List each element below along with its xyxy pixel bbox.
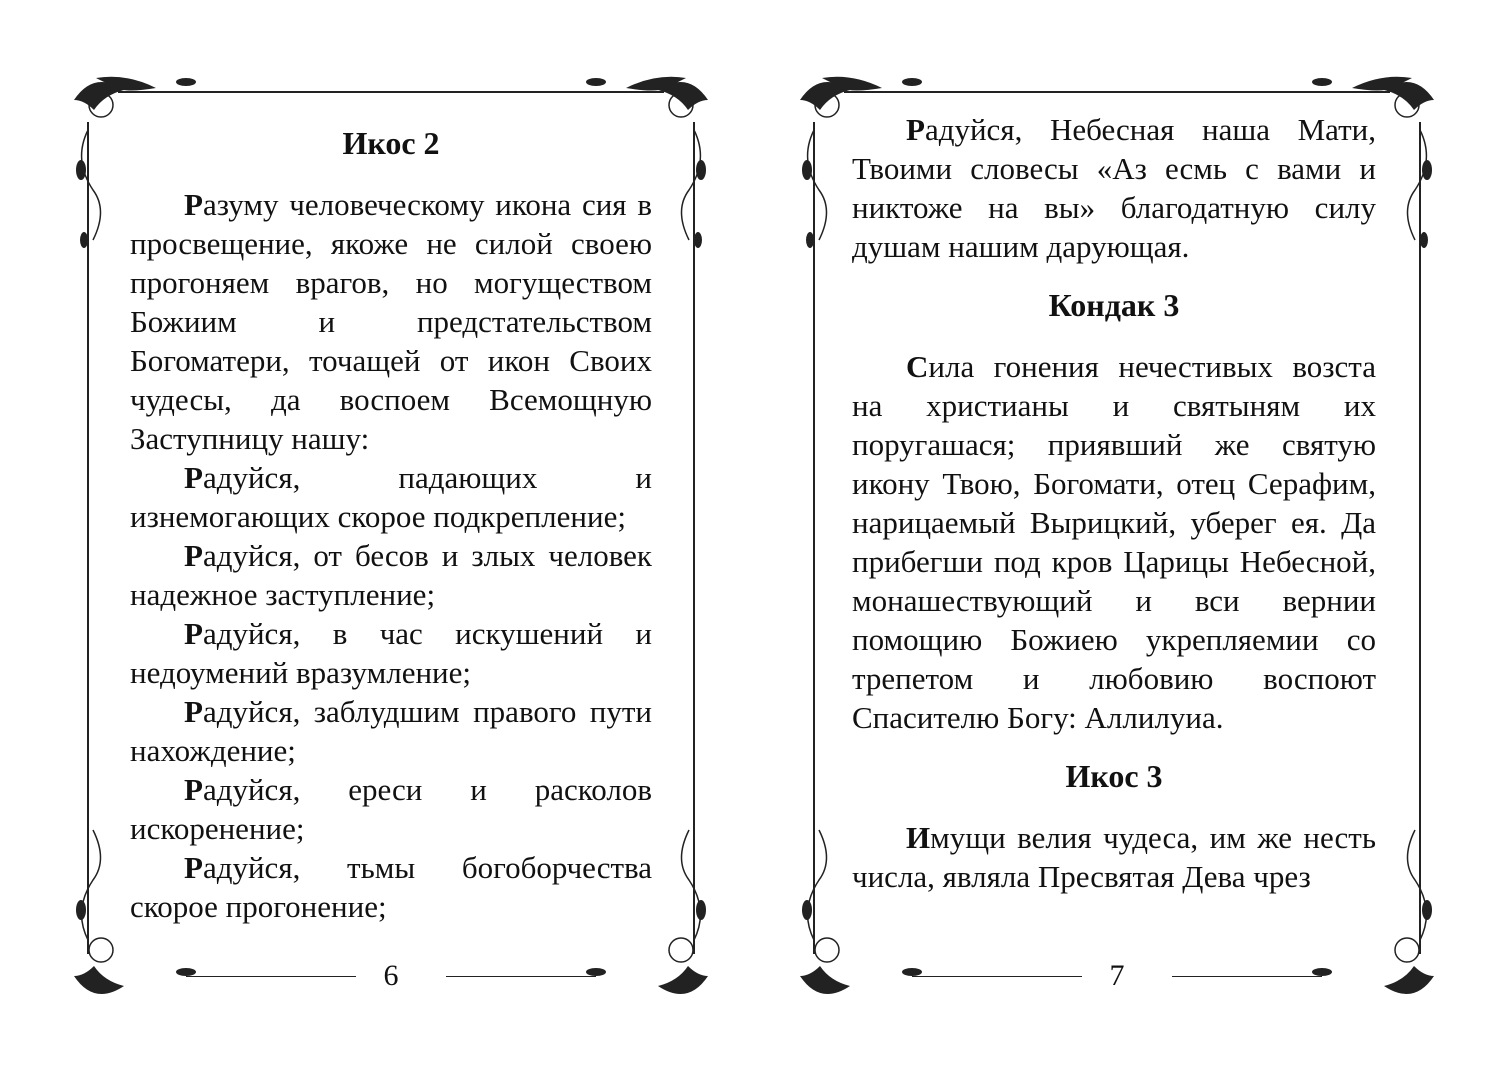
line-text: адуйся, падающих и изнемогающих скорое подкрепление; bbox=[130, 460, 652, 534]
line-text: адуйся, ереси и расколов искоренение; bbox=[130, 772, 652, 846]
ikos-2-paragraph bbox=[130, 185, 652, 458]
initial-letter: Р bbox=[184, 772, 203, 807]
right-page-content bbox=[852, 110, 1376, 896]
initial-letter: Р bbox=[184, 460, 203, 495]
heading-ikos-2: Икос 2 bbox=[342, 125, 440, 161]
initial-letter: Р bbox=[184, 616, 203, 651]
line-text: адуйся, заблудшим правого пути нахождение; bbox=[130, 694, 652, 768]
initial-letter: Р bbox=[184, 694, 203, 729]
paragraph-text: мущи велия чудеса, им же несть числа, являла Пресвятая Дева чрез bbox=[852, 820, 1376, 894]
initial-letter: Р bbox=[184, 187, 203, 222]
ikos-3-paragraph bbox=[852, 818, 1376, 896]
kondak-3-paragraph bbox=[852, 347, 1376, 737]
raduysya-line bbox=[130, 536, 652, 614]
page-footer bbox=[66, 958, 716, 998]
line-text: адуйся, тьмы богоборчества скорое прогонение; bbox=[130, 850, 652, 924]
initial-letter: Р bbox=[184, 850, 203, 885]
raduysya-line bbox=[130, 458, 652, 536]
line-text: адуйся, от бесов и злых человек надежное заступление; bbox=[130, 538, 652, 612]
paragraph-text: адуйся, Небесная наша Мати, Твоими словесы «Аз есмь с вами и никтоже на вы» благодатную силу душам нашим дарующая. bbox=[852, 112, 1376, 264]
initial-letter: Р bbox=[184, 538, 203, 573]
raduysya-line bbox=[130, 692, 652, 770]
initial-letter: И bbox=[906, 820, 931, 855]
raduysya-line bbox=[130, 770, 652, 848]
heading-ikos-3: Икос 3 bbox=[1065, 758, 1163, 794]
left-page bbox=[66, 70, 716, 1006]
footer-rule-right bbox=[1172, 976, 1322, 977]
left-page-content bbox=[130, 118, 652, 926]
initial-letter: Р bbox=[906, 112, 925, 147]
raduysya-line bbox=[130, 848, 652, 926]
paragraph-text: азуму человеческому икона сия в просвещение, якоже не силой своею прогоняем врагов, но могуществом Божиим и предстательством Богоматери, точащей от икон Своих чудесы, да воспоем Всемощную Заступницу нашу: bbox=[130, 187, 652, 456]
line-text: адуйся, в час искушений и недоумений вразумление; bbox=[130, 616, 652, 690]
page-number: 6 bbox=[383, 959, 399, 992]
page-footer bbox=[792, 958, 1442, 998]
page-number: 7 bbox=[1109, 959, 1125, 992]
footer-rule-right bbox=[446, 976, 596, 977]
right-page bbox=[792, 70, 1442, 1006]
paragraph-text: ила гонения нечестивых возста на христианы и святыням их поругашася; приявший же святую икону Твою, Богомати, отец Серафим, нарицаемый Вырицкий, уберег ея. Да прибегши под кров Царицы Небесной, монашествующий и вси вернии помощию Божиею укрепляемии со трепетом и любовию воспоют Спасителю Богу: Аллилуиа. bbox=[852, 349, 1376, 735]
initial-letter: С bbox=[906, 349, 929, 384]
heading-kondak-3: Кондак 3 bbox=[1048, 287, 1180, 323]
opening-paragraph bbox=[852, 110, 1376, 266]
raduysya-line bbox=[130, 614, 652, 692]
